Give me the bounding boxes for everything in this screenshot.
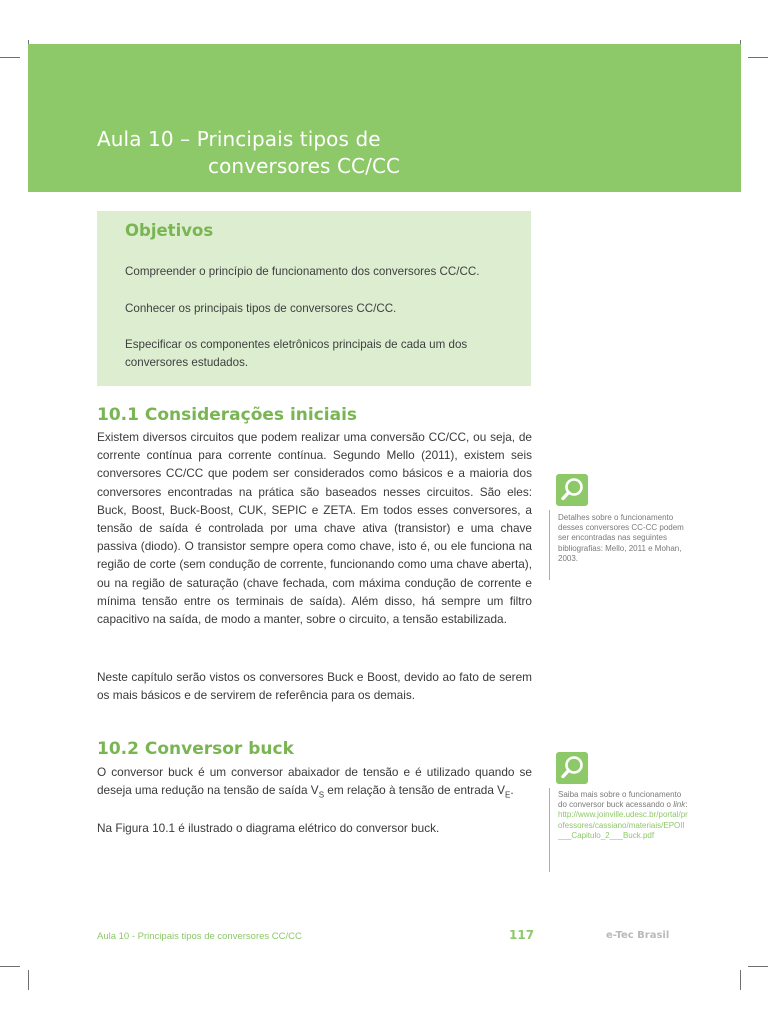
objective-item: Compreender o princípio de funcionamento dos conversores CC/CC. bbox=[125, 265, 480, 278]
crop-mark bbox=[0, 57, 20, 58]
objectives-box bbox=[97, 211, 531, 386]
margin-note-1: Detalhes sobre o funcionamento desses conversores CC-CC podem ser encontradas nas seguintes bibliografias: Mello, 2011 e Mohan, 2003. bbox=[558, 513, 684, 563]
subscript-s: S bbox=[318, 790, 325, 800]
note-rule bbox=[549, 510, 550, 580]
lesson-title bbox=[97, 126, 400, 180]
magnifier-icon bbox=[556, 474, 588, 506]
page-number: 117 bbox=[509, 928, 535, 942]
external-link[interactable]: http://www.joinville.udesc.br/portal/professores/cassiano/materiais/EPOII___Capitulo_2___Buck.pdf bbox=[558, 810, 688, 840]
section-heading-10-1: 10.1 Considerações iniciais bbox=[97, 405, 358, 425]
section-10-2-paragraph-2: Na Figura 10.1 é ilustrado o diagrama elétrico do conversor buck. bbox=[97, 821, 440, 835]
objectives-heading: Objetivos bbox=[125, 221, 214, 240]
crop-mark bbox=[740, 970, 741, 990]
lesson-title-line2: conversores CC/CC bbox=[208, 154, 401, 178]
header-band bbox=[28, 44, 741, 192]
section-10-1-paragraph-1: Existem diversos circuitos que podem realizar uma conversão CC/CC, ou seja, de corrente contínua para corrente contínua. Segundo Mello (2011), existem seis conversores CC/CC que podem ser considerados como básicos e a maioria dos conversores encontradas na prática são baseados nesses circuitos. São eles: Buck, Boost, Buck-Boost, CUK, SEPIC e ZETA. Em todos esses conversores, a tensão de saída é controlada por uma chave ativa (transistor) e uma chave passiva (diodo). O transistor sempre opera como chave, isto é, ou ele funciona na região de corte (sem condução de corrente, funcionando como uma chave aberta), ou na região de saturação (chave fechada, com máxima condução de corrente e mínima tensão entre os terminais de saída). Além disso, há sempre um filtro capacitivo na saída, de modo a manter, sobre o circuito, a tensão estabilizada. bbox=[97, 430, 532, 627]
margin-note-2 bbox=[558, 790, 688, 841]
footer-publisher: e-Tec Brasil bbox=[606, 930, 670, 941]
note-rule bbox=[549, 788, 550, 872]
crop-mark bbox=[748, 966, 768, 967]
paragraph-text: . bbox=[510, 783, 514, 798]
crop-mark bbox=[0, 966, 20, 967]
crop-mark bbox=[28, 970, 29, 990]
footer-chapter-title: Aula 10 - Principais tipos de conversores CC/CC bbox=[97, 931, 302, 942]
objective-item: Conhecer os principais tipos de conversores CC/CC. bbox=[125, 302, 397, 315]
margin-note-2-text: Saiba mais sobre o funcionamento do conversor buck acessando o bbox=[558, 790, 682, 810]
paragraph-text: em relação à tensão de entrada V bbox=[324, 783, 506, 798]
margin-note-2-colon: : bbox=[685, 800, 688, 810]
subscript-e: E bbox=[505, 790, 511, 800]
section-10-1-paragraph-2: Neste capítulo serão vistos os conversores Buck e Boost, devido ao fato de serem os mais básicos e de servirem de referência para os demais. bbox=[97, 670, 532, 703]
section-10-2-paragraph-1 bbox=[97, 763, 532, 805]
magnifier-icon bbox=[556, 752, 588, 784]
section-heading-10-2: 10.2 Conversor buck bbox=[97, 739, 294, 759]
margin-note-2-link-word: link bbox=[673, 800, 686, 810]
lesson-title-line1: Aula 10 – Principais tipos de bbox=[97, 127, 381, 151]
crop-mark bbox=[748, 57, 768, 58]
paragraph-text: O conversor buck é um conversor abaixador de tensão e é utilizado quando se deseja uma redução na tensão de saída V bbox=[97, 765, 532, 798]
objective-item: Especificar os componentes eletrônicos principais de cada um dos conversores estudados. bbox=[125, 338, 468, 369]
